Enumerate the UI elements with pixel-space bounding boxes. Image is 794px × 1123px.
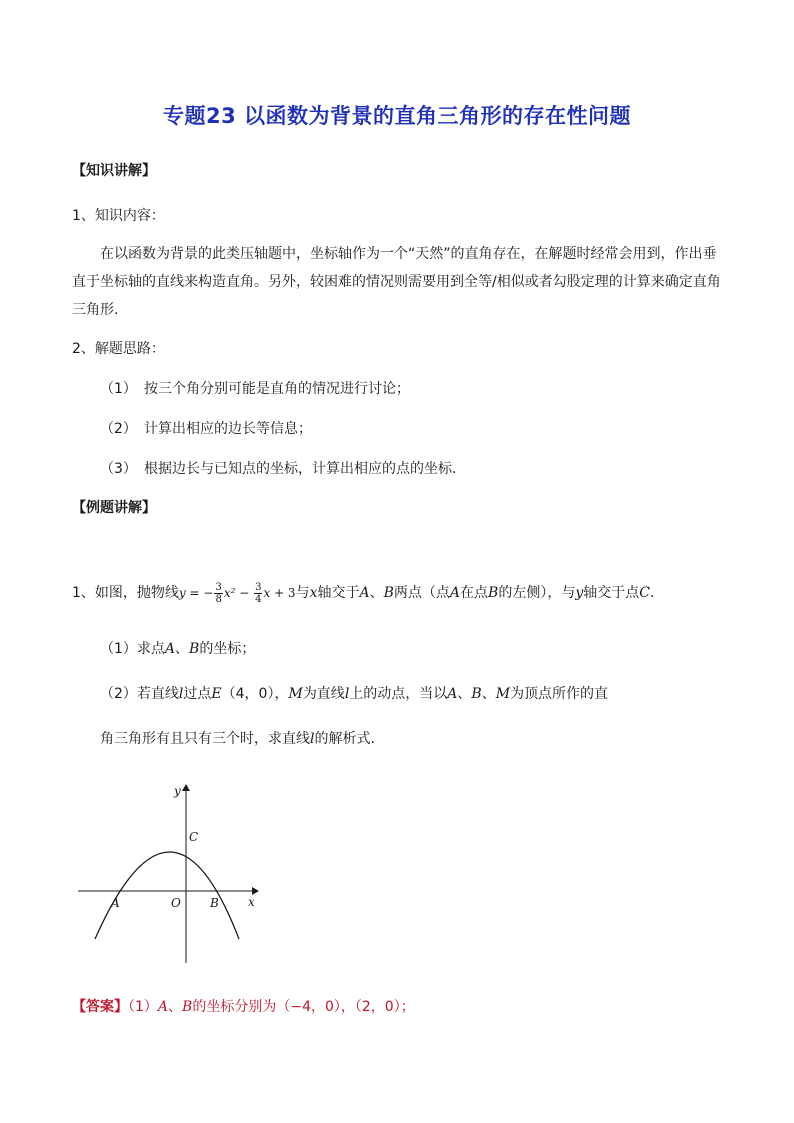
point-a-label: A	[111, 896, 120, 910]
sub-question-text: 、	[481, 686, 496, 702]
eq-plus-3: + 3	[270, 586, 296, 600]
fraction-numerator: 3	[215, 582, 222, 593]
point-b-label: B	[210, 896, 219, 910]
step-text: 计算出相应的边长等信息；	[144, 421, 312, 437]
step-number: （1）	[100, 381, 137, 397]
question-text: 的左侧），与	[498, 585, 576, 601]
step-text: 按三个角分别可能是直角的情况进行讨论；	[144, 381, 410, 397]
question-prefix: 1、如图，抛物线	[72, 585, 179, 601]
y-axis-label: y	[174, 784, 181, 798]
sub-question-text: 、	[175, 641, 190, 657]
point-e: E	[211, 686, 222, 702]
sub-question-text: 的解析式.	[314, 731, 375, 747]
var-x: x	[309, 585, 318, 601]
step-text: 根据边长与已知点的坐标，计算出相应的点的坐标.	[144, 461, 457, 477]
sub-question-text: （1）求点	[100, 641, 165, 657]
fraction-numerator: 3	[255, 582, 262, 593]
point-m: M	[288, 686, 303, 702]
sub-question-text: 过点	[183, 686, 212, 702]
point-a: A	[447, 686, 458, 702]
x-axis-label: x	[248, 895, 255, 909]
sub-question-text: 角三角形有且只有三个时，求直线	[100, 731, 310, 747]
knowledge-item2-label: 2、解题思路：	[72, 341, 165, 357]
eq-equals: = −	[185, 586, 214, 600]
sub-question-1	[100, 638, 255, 658]
eq-minus: −	[235, 586, 254, 600]
fraction-denominator: 8	[215, 594, 222, 605]
fraction-denominator: 4	[255, 594, 262, 605]
question-text: 与	[295, 585, 310, 601]
point-e-coords: （4，0），	[221, 686, 289, 702]
question-1	[72, 582, 654, 605]
point-a: A	[157, 999, 169, 1015]
question-text: 轴交于点	[583, 585, 640, 601]
knowledge-item1-label: 1、知识内容：	[72, 208, 165, 224]
line-l: l	[178, 686, 184, 702]
parabola-figure	[70, 775, 270, 975]
answer-line	[72, 996, 415, 1016]
point-b: B	[189, 641, 200, 657]
line-l: l	[310, 731, 315, 747]
parabola-equation	[178, 582, 296, 605]
knowledge-item1-text: 在以函数为背景的此类压轴题中，坐标轴作为一个“天然”的直角存在，在解题时经常会用到，作出垂直于坐标轴的直线来构造直角。另外，较困难的情况则需要用到全等/相似或者勾股定理的计算来确定直角三角形.	[72, 246, 721, 318]
sub-question-text: 为顶点所作的直	[510, 686, 609, 702]
knowledge-header: 【知识讲解】	[72, 163, 156, 179]
page-title: 专题23 以函数为背景的直角三角形的存在性问题	[162, 104, 632, 128]
point-a: A	[164, 641, 176, 657]
answer-text: （1）	[128, 999, 158, 1015]
sub-question-text: （2）若直线	[100, 686, 179, 702]
sub-question-2-cont	[100, 728, 375, 748]
example-header: 【例题讲解】	[72, 500, 156, 516]
point-b: B	[182, 999, 193, 1015]
eq-y: y	[178, 586, 186, 600]
point-m: M	[495, 686, 511, 702]
answer-text: 的坐标分别为（−4，0），（2，0）；	[192, 999, 415, 1015]
step-number: （2）	[100, 421, 137, 437]
point-b: B	[471, 686, 482, 702]
sub-question-text: 为直线	[302, 686, 345, 702]
point-b: B	[383, 585, 394, 601]
question-text: 、	[369, 585, 384, 601]
origin-label: O	[171, 896, 181, 910]
line-l: l	[344, 686, 350, 702]
sub-question-text: 上的动点，当以	[349, 686, 448, 702]
eq-x: x	[263, 586, 271, 600]
fraction	[254, 582, 262, 605]
point-a: A	[359, 585, 370, 601]
sub-question-text: 、	[457, 686, 472, 702]
question-text: .	[649, 585, 655, 601]
var-y: y	[575, 585, 584, 601]
point-c-label: C	[189, 830, 199, 844]
point-b: B	[488, 585, 499, 601]
question-text: 轴交于	[317, 585, 360, 601]
question-text: 两点（点	[393, 585, 450, 601]
question-text: 在点	[460, 585, 489, 601]
point-c: C	[639, 585, 650, 601]
sub-question-2	[100, 683, 608, 703]
point-a: A	[449, 585, 461, 601]
answer-text: 、	[168, 999, 183, 1015]
sub-question-text: 的坐标；	[199, 641, 256, 657]
fraction	[214, 582, 222, 605]
step-number: （3）	[100, 461, 137, 477]
answer-tag: 【答案】	[72, 999, 128, 1015]
eq-x-squared: x²	[223, 586, 236, 600]
